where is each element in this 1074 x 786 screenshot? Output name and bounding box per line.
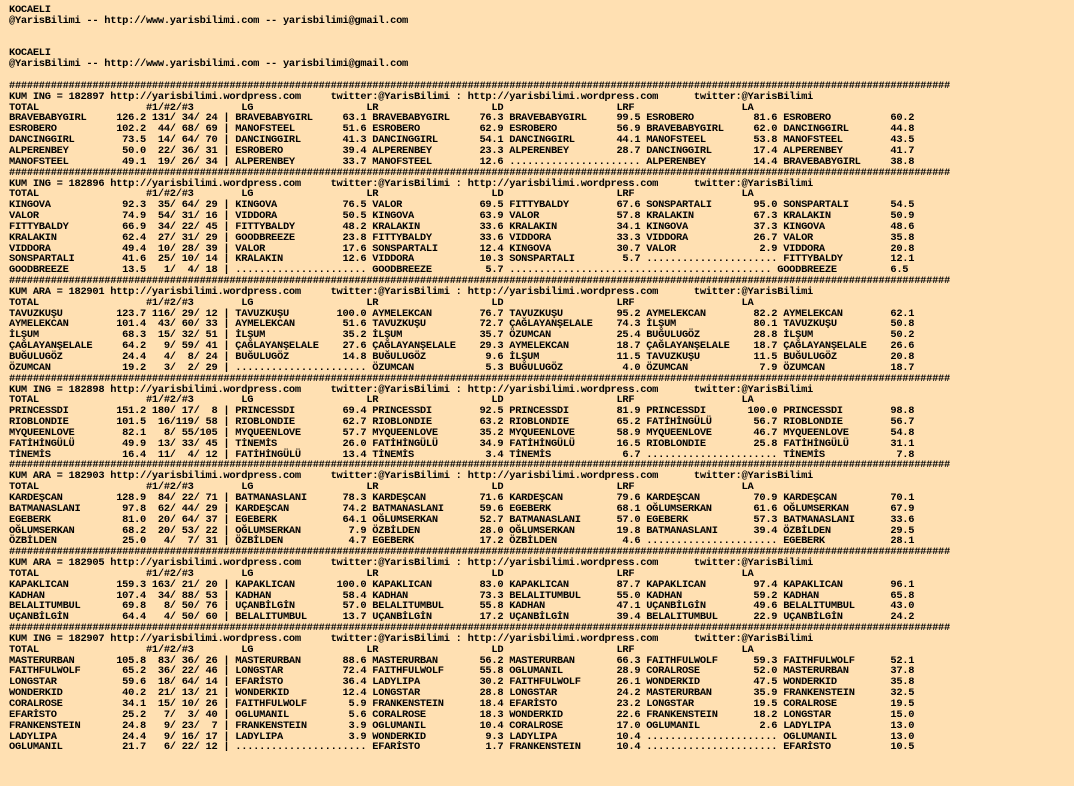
column-header-line: TOTAL #1/#2/#3 LG LR LD LRF LA [9, 643, 754, 656]
text-line: PRINCESSDI 151.2 180/ 17/ 8 | PRINCESSDI 69.4 PRINCESSDI 92.5 PRINCESSDI 81.9 PRINCESSDI 100.0 PRINCESSDI 98.8 [9, 405, 915, 418]
text-line: KRALAKIN 62.4 27/ 31/ 29 | GOODBREEZE 23.8 FITTYBALDY 33.6 VIDDORA 33.3 VIDDORA 26.7 VALOR 35.8 [9, 231, 915, 244]
race-header-line: KUM ARA = 182901 http://yarisbilimi.wordpress.com twitter:@YarisBilimi : http://yarisbilimi.wordpress.com twitter:@YarisBilimi [9, 285, 813, 298]
text-line: TİNEMİS 16.4 11/ 4/ 12 | FATİHİNGÜLÜ 13.4 TİNEMİS 3.4 TİNEMİS 6.7 ...................... TİNEMİS 7.8 [9, 448, 915, 461]
column-header-line: TOTAL #1/#2/#3 LG LR LD LRF LA [9, 394, 754, 407]
column-header-line: TOTAL #1/#2/#3 LG LR LD LRF LA [9, 567, 754, 580]
text-line: MANOFSTEEL 49.1 19/ 26/ 34 | ALPERENBEY 33.7 MANOFSTEEL 12.6 ...................... ALPERENBEY 14.4 BRAVEBABYGIRL 38.8 [9, 155, 915, 168]
separator-line: ############################################################################################################################################################## [9, 372, 950, 385]
text-line: FATİHİNGÜLÜ 49.9 13/ 33/ 45 | TİNEMİS 26.0 FATİHİNGÜLÜ 34.9 FATİHİNGÜLÜ 16.5 RIOBLONDIE 25.8 FATİHİNGÜLÜ 31.1 [9, 437, 915, 450]
text-line: AYMELEKCAN 101.4 43/ 60/ 33 | AYMELEKCAN 51.6 TAVUZKUŞU 72.7 ÇAĞLAYANŞELALE 74.3 İLŞUM 80.1 TAVUZKUŞU 50.8 [9, 318, 915, 331]
text-line: EFARİSTO 25.2 7/ 3/ 40 | OGLUMANIL 5.6 CORALROSE 18.3 WONDERKID 22.6 FRANKENSTEIN 18.2 LONGSTAR 15.0 [9, 708, 915, 721]
column-header-line: TOTAL #1/#2/#3 LG LR LD LRF LA [9, 296, 754, 309]
text-line: KINGOVA 92.3 35/ 64/ 29 | KINGOVA 76.5 VALOR 69.5 FITTYBALDY 67.6 SONSPARTALI 95.0 SONSPARTALI 54.5 [9, 199, 915, 212]
race-header-line: KUM ARA = 182903 http://yarisbilimi.wordpress.com twitter:@YarisBilimi : http://yarisbilimi.wordpress.com twitter:@YarisBilimi [9, 470, 813, 483]
text-line: GOODBREEZE 13.5 1/ 4/ 18 | ...................... GOODBREEZE 5.7 ............................................ GOODBREEZE 6.5 [9, 264, 909, 277]
race-header-line: KUM ING = 182897 http://yarisbilimi.wordpress.com twitter:@YarisBilimi : http://yarisbilimi.wordpress.com twitter:@YarisBilimi [9, 90, 813, 103]
text-line: @YarisBilimi -- http://www.yarisbilimi.com -- yarisbilimi@gmail.com [9, 14, 409, 27]
text-line: UÇANBİLGİN 64.4 4/ 50/ 60 | BELALITUMBUL 13.7 UÇANBİLGİN 17.2 UÇANBİLGİN 39.4 BELALITUMBUL 22.9 UÇANBİLGİN 24.2 [9, 611, 915, 624]
text-line: MYQUEENLOVE 82.1 8/ 55/105 | MYQUEENLOVE 57.7 MYQUEENLOVE 35.2 MYQUEENLOVE 58.9 MYQUEENLOVE 46.7 MYQUEENLOVE 54.8 [9, 426, 915, 439]
separator-line: ############################################################################################################################################################## [9, 622, 950, 635]
separator-line: ############################################################################################################################################################## [9, 275, 950, 288]
text-line: BATMANASLANI 97.8 62/ 44/ 29 | KARDEŞCAN 74.2 BATMANASLANI 59.6 EGEBERK 68.1 OĞLUMSERKAN 61.6 OĞLUMSERKAN 67.9 [9, 502, 915, 515]
text-line: FRANKENSTEIN 24.8 9/ 23/ 7 | FRANKENSTEIN 3.9 OGLUMANIL 10.4 CORALROSE 17.0 OGLUMANIL 2.6 LADYLIPA 13.0 [9, 719, 915, 732]
column-header-line: TOTAL #1/#2/#3 LG LR LD LRF LA [9, 188, 754, 201]
text-line: SONSPARTALI 41.6 25/ 10/ 14 | KRALAKIN 12.6 VIDDORA 10.3 SONSPARTALI 5.7 ...................... FITTYBALDY 12.1 [9, 253, 915, 266]
text-line: KOCAELI [9, 47, 51, 60]
text-line: KADHAN 107.4 34/ 88/ 53 | KADHAN 58.4 KADHAN 73.3 BELALITUMBUL 55.0 KADHAN 59.2 KADHAN 65.8 [9, 589, 915, 602]
text-line: TAVUZKUŞU 123.7 116/ 29/ 12 | TAVUZKUŞU 100.0 AYMELEKCAN 76.7 TAVUZKUŞU 95.2 AYMELEKCAN 82.2 AYMELEKCAN 62.1 [9, 307, 915, 320]
text-line: KAPAKLICAN 159.3 163/ 21/ 20 | KAPAKLICAN 100.0 KAPAKLICAN 83.0 KAPAKLICAN 87.7 KAPAKLICAN 97.4 KAPAKLICAN 96.1 [9, 578, 915, 591]
text-line: EGEBERK 81.0 20/ 64/ 37 | EGEBERK 64.1 OĞLUMSERKAN 52.7 BATMANASLANI 57.0 EGEBERK 57.3 BATMANASLANI 33.6 [9, 513, 915, 526]
race-header-line: KUM ARA = 182905 http://yarisbilimi.wordpress.com twitter:@YarisBilimi : http://yarisbilimi.wordpress.com twitter:@YarisBilimi [9, 557, 813, 570]
text-line: LONGSTAR 59.6 18/ 64/ 14 | EFARİSTO 36.4 LADYLIPA 30.2 FAITHFULWOLF 26.1 WONDERKID 47.5 WONDERKID 35.8 [9, 676, 915, 689]
text-line: BELALITUMBUL 69.8 8/ 50/ 76 | UÇANBİLGİN 57.0 BELALITUMBUL 55.8 KADHAN 47.1 UÇANBİLGİN 49.6 BELALITUMBUL 43.0 [9, 600, 915, 613]
text-line: OGLUMANIL 21.7 6/ 22/ 12 | ...................... EFARİSTO 1.7 FRANKENSTEIN 10.4 ...................... EFARİSTO 10.5 [9, 741, 915, 754]
separator-line: ############################################################################################################################################################## [9, 79, 950, 92]
text-line: ESROBERO 102.2 44/ 68/ 69 | MANOFSTEEL 51.6 ESROBERO 62.9 ESROBERO 56.9 BRAVEBABYGIRL 62.0 DANCINGGIRL 44.8 [9, 123, 915, 136]
text-line: KARDEŞCAN 128.9 84/ 22/ 71 | BATMANASLANI 78.3 KARDEŞCAN 71.6 KARDEŞCAN 79.6 KARDEŞCAN 70.9 KARDEŞCAN 70.1 [9, 491, 915, 504]
text-line: DANCINGGIRL 73.5 14/ 64/ 70 | DANCINGGIRL 41.3 DANCINGGIRL 54.1 DANCINGGIRL 44.1 MANOFSTEEL 53.8 MANOFSTEEL 43.5 [9, 134, 915, 147]
text-line: WONDERKID 40.2 21/ 13/ 21 | WONDERKID 12.4 LONGSTAR 28.8 LONGSTAR 24.2 MASTERURBAN 35.9 FRANKENSTEIN 32.5 [9, 687, 915, 700]
separator-line: ############################################################################################################################################################## [9, 459, 950, 472]
blank-line [9, 38, 1074, 49]
text-line: ALPERENBEY 50.0 22/ 36/ 31 | ESROBERO 39.4 ALPERENBEY 23.3 ALPERENBEY 28.7 DANCINGGIRL 17.4 ALPERENBEY 41.7 [9, 144, 915, 157]
text-line: CORALROSE 34.1 15/ 10/ 26 | FAITHFULWOLF 5.9 FRANKENSTEIN 18.4 EFARİSTO 23.2 LONGSTAR 19.5 CORALROSE 19.5 [9, 698, 915, 710]
text-line: ÇAĞLAYANŞELALE 64.2 9/ 59/ 41 | ÇAĞLAYANŞELALE 27.6 ÇAĞLAYANŞELALE 29.3 AYMELEKCAN 18.7 ÇAĞLAYANŞELALE 18.7 ÇAĞLAYANŞELALE 26.6 [9, 340, 915, 353]
text-line: @YarisBilimi -- http://www.yarisbilimi.com -- yarisbilimi@gmail.com [9, 58, 409, 71]
text-line: KOCAELI [9, 4, 51, 16]
race-header-line: KUM ING = 182907 http://yarisbilimi.wordpress.com twitter:@YarisBilimi : http://yarisbilimi.wordpress.com twitter:@YarisBilimi [9, 632, 813, 645]
text-line: MASTERURBAN 105.8 83/ 36/ 26 | MASTERURBAN 88.6 MASTERURBAN 56.2 MASTERURBAN 66.3 FAITHFULWOLF 59.3 FAITHFULWOLF 52.1 [9, 654, 915, 667]
text-line: VIDDORA 49.4 10/ 28/ 39 | VALOR 17.6 SONSPARTALI 12.4 KINGOVA 30.7 VALOR 2.9 VIDDORA 20.8 [9, 242, 915, 255]
text-line: BUĞULUGÖZ 24.4 4/ 8/ 24 | BUĞULUGÖZ 14.8 BUĞULUGÖZ 9.6 İLŞUM 11.5 TAVUZKUŞU 11.5 BUĞULUGÖZ 20.8 [9, 351, 915, 363]
column-header-line: TOTAL #1/#2/#3 LG LR LD LRF LA [9, 481, 754, 494]
text-line: FAITHFULWOLF 65.2 36/ 22/ 46 | LONGSTAR 72.4 FAITHFULWOLF 55.8 OGLUMANIL 28.9 CORALROSE 52.0 MASTERURBAN 37.8 [9, 665, 915, 678]
text-line: VALOR 74.9 54/ 31/ 16 | VIDDORA 50.5 KINGOVA 63.9 VALOR 57.8 KRALAKIN 67.3 KRALAKIN 50.9 [9, 210, 915, 223]
separator-line: ############################################################################################################################################################## [9, 166, 950, 179]
column-header-line: TOTAL #1/#2/#3 LG LR LD LRF LA [9, 101, 754, 114]
text-line: OĞLUMSERKAN 68.2 20/ 53/ 22 | OĞLUMSERKAN 7.9 ÖZBİLDEN 28.0 OĞLUMSERKAN 19.8 BATMANASLANI 39.4 ÖZBİLDEN 29.5 [9, 524, 915, 537]
text-line: BRAVEBABYGIRL 126.2 131/ 34/ 24 | BRAVEBABYGIRL 63.1 BRAVEBABYGIRL 76.3 BRAVEBABYGIRL 99.5 ESROBERO 81.6 ESROBERO 60.2 [9, 112, 915, 125]
race-header-line: KUM ING = 182896 http://yarisbilimi.wordpress.com twitter:@YarisBilimi : http://yarisbilimi.wordpress.com twitter:@YarisBilimi [9, 177, 813, 190]
separator-line: ############################################################################################################################################################## [9, 546, 950, 559]
text-line: RIOBLONDIE 101.5 16/119/ 58 | RIOBLONDIE 62.7 RIOBLONDIE 63.2 RIOBLONDIE 65.2 FATİHİNGÜLÜ 56.7 RIOBLONDIE 56.7 [9, 416, 915, 429]
text-line: ÖZBİLDEN 25.0 4/ 7/ 31 | ÖZBİLDEN 4.7 EGEBERK 17.2 ÖZBİLDEN 4.6 ...................... EGEBERK 28.1 [9, 535, 915, 548]
text-line: İLŞUM 68.3 15/ 32/ 51 | İLŞUM 35.2 İLŞUM 35.7 ÖZUMCAN 25.4 BUĞULUGÖZ 28.8 İLŞUM 50.2 [9, 329, 915, 342]
text-line: LADYLIPA 24.4 9/ 16/ 17 | LADYLIPA 3.9 WONDERKID 9.3 LADYLIPA 10.4 ...................... OGLUMANIL 13.0 [9, 730, 915, 743]
text-line: FITTYBALDY 66.9 34/ 22/ 45 | FITTYBALDY 48.2 KRALAKIN 33.6 KRALAKIN 34.1 KINGOVA 37.3 KINGOVA 48.6 [9, 220, 915, 233]
blank-line [9, 27, 1074, 38]
text-line: ÖZUMCAN 19.2 3/ 2/ 29 | ...................... ÖZUMCAN 5.3 BUĞULUGÖZ 4.0 ÖZUMCAN 7.9 ÖZUMCAN 18.7 [9, 361, 915, 374]
race-header-line: KUM ING = 182898 http://yarisbilimi.wordpress.com twitter:@YarisBilimi : http://yarisbilimi.wordpress.com twitter:@YarisBilimi [9, 383, 813, 396]
